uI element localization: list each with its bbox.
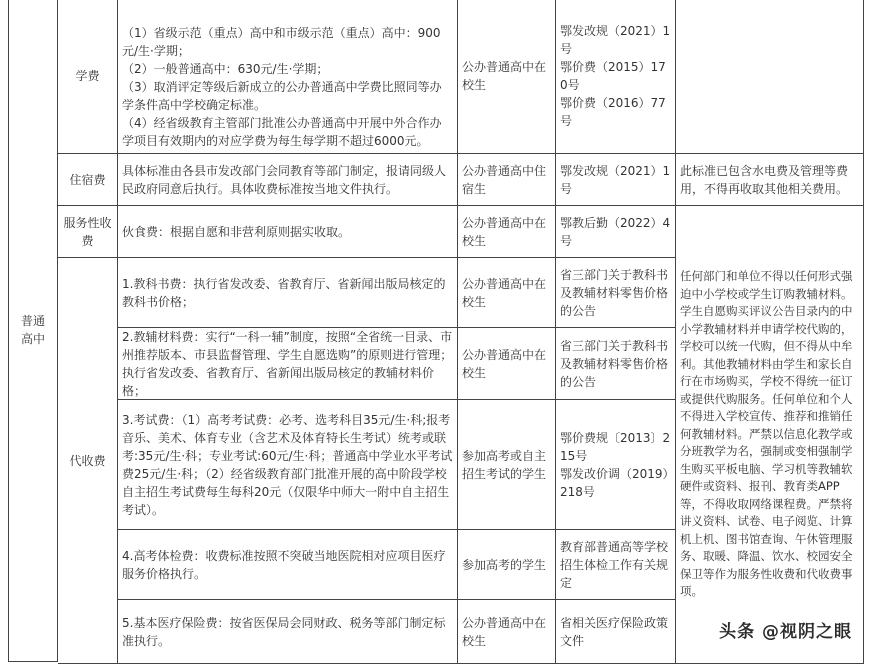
agency-note-cell (676, 206, 864, 664)
agency-item-2-standard-cell (118, 328, 458, 400)
service-basis: 鄂教后勤（2022）4号 (560, 215, 671, 248)
lodging-standard: 具体标准由各县市发改部门会同教育等部门制定，报请同级人民政府同意后执行。具体收费标准按当地文件执行。 (122, 163, 447, 196)
agency-category-cell (58, 258, 118, 664)
agency-item-4-standard: 4.高考体检费：收费标准按照不突破当地医院相对应项目医疗服务价格执行。 (122, 548, 446, 581)
lodging-basis: 鄂发改规（2021）1号 (560, 163, 671, 196)
agency-item-5-target-cell (458, 600, 556, 664)
service-basis-cell (556, 206, 676, 258)
level-label: 普通 高中 (20, 313, 45, 346)
lodging-standard-cell (118, 154, 458, 206)
agency-item-1-target-cell (458, 258, 556, 328)
agency-item-1-standard: 1.教科书费：执行省发改委、省教育厅、省新闻出版局核定的教科书价格； (122, 276, 446, 309)
level-cell (8, 0, 58, 662)
lodging-target: 公办普通高中住宿生 (462, 163, 547, 196)
agency-category: 代收费 (69, 453, 106, 468)
agency-item-1-standard-cell (118, 258, 458, 328)
agency-item-4-target-cell (458, 530, 556, 600)
watermark-text: 头条 @视阴之眼 (719, 622, 852, 642)
agency-item-1-basis: 省三部门关于教科书及教辅材料零售价格的公告 (560, 267, 669, 318)
agency-item-5-standard-cell (118, 600, 458, 664)
agency-item-2-target-cell (458, 328, 556, 400)
tuition-target-cell (458, 0, 556, 154)
agency-item-3-basis-cell (556, 400, 676, 530)
agency-item-5-basis-cell (556, 600, 676, 664)
tuition-category: 学费 (75, 68, 100, 83)
agency-item-4-basis-cell (556, 530, 676, 600)
agency-item-3-target-cell (458, 400, 556, 530)
agency-item-5-basis: 省相关医疗保险政策文件 (560, 615, 669, 648)
agency-item-4-basis: 教育部普通高等学校招生体检工作有关规定 (560, 539, 669, 590)
agency-item-2-target: 公办普通高中在校生 (462, 347, 547, 380)
agency-item-1-basis-cell (556, 258, 676, 328)
agency-item-3-target: 参加高考或自主招生考试的学生 (462, 448, 547, 481)
agency-item-2-standard: 2.教辅材料费：实行“一科一辅”制度，按照“全省统一目录、市州推荐版本、市县监督管理、学生自愿选购”的原则进行管理；执行省发改委、省教育厅、省新闻出版局核定的教辅材料价格； (122, 329, 453, 398)
service-standard: 伙食费：根据自愿和非营利原则据实收取。 (122, 224, 351, 239)
agency-item-2-basis: 省三部门关于教科书及教辅材料零售价格的公告 (560, 338, 669, 389)
agency-item-5-target: 公办普通高中在校生 (462, 615, 547, 648)
agency-item-3-basis: 鄂价费规〔2013〕215号 鄂发改价调（2019）218号 (560, 430, 671, 499)
tuition-target: 公办普通高中在校生 (462, 59, 547, 92)
lodging-category-cell (58, 154, 118, 206)
agency-item-3-standard: 3.考试费：（1）高考考试费：必考、选考科目35元/生·科;报考音乐、美术、体育专业（含艺术及体育特长生考试）统考或联考:35元/生·科；专业考试:60元/生·科；普通高中学业水平考试费25元/生·科；（2）经省级教育部门批准开展的高中阶段学校自主招生考试费每生每科20元（仅限华中师大一附中自主招生考试）。 (122, 412, 453, 517)
service-target-cell (458, 206, 556, 258)
lodging-note: 此标准已包含水电费及管理等费用，不得再收取其他相关费用。 (680, 163, 849, 196)
service-category-cell (58, 206, 118, 258)
tuition-category-cell (58, 0, 118, 154)
lodging-basis-cell (556, 154, 676, 206)
lodging-target-cell (458, 154, 556, 206)
agency-item-3-standard-cell (118, 400, 458, 530)
agency-item-1-target: 公办普通高中在校生 (462, 276, 547, 309)
agency-item-4-standard-cell (118, 530, 458, 600)
service-standard-cell (118, 206, 458, 258)
agency-note: 任何部门和单位不得以任何形式强迫中小学校或学生订购教辅材料。学生自愿购买评议公告目录内的中小学教辅材料并申请学校代购的，学校可以统一代购，但不得从中牟利。其他教辅材料由学生和家长自行在市场购买，学校不得统一征订或提供代购服务。任何单位和个人不得进入学校宣传、推荐和推销任何教辅材料。严禁以信息化教学或分班教学为名，强制或变相强制学生购买平板电脑、学习机等教辅软硬件或资料、报刊、教育类APP等，不得收取网络课程费。严禁将讲义资料、试卷、电子阅览、计算机上机、图书馆查询、午休管理服务、取暖、降温、饮水、校园安全保卫等作为服务性收费和代收费事项。 (680, 269, 853, 599)
tuition-standard-cell (118, 0, 458, 154)
tuition-basis-cell (556, 0, 676, 154)
tuition-note-cell (676, 0, 864, 154)
lodging-category: 住宿费 (69, 172, 106, 187)
lodging-note-cell (676, 154, 864, 206)
tuition-basis: 鄂发改规（2021）1号 鄂价费（2015）170号 鄂价费（2016）77号 (560, 23, 671, 128)
agency-item-2-basis-cell (556, 328, 676, 400)
watermark-logo (713, 615, 858, 644)
agency-item-5-standard: 5.基本医疗保险费：按省医保局会同财政、税务等部门制定标准执行。 (122, 615, 446, 648)
agency-item-4-target: 参加高考的学生 (462, 557, 547, 572)
service-category: 服务性收费 (63, 215, 112, 248)
service-target: 公办普通高中在校生 (462, 215, 547, 248)
tuition-standard: （1）省级示范（重点）高中和市级示范（重点）高中：900元/生·学期； （2）一般普通高中：630元/生·学期； （3）取消评定等级后新成立的公办普通高中学费比照同等办学条件高中学校确定标准。 （4）经省级教育主管部门批准公办普通高中开展中外合作办学项目有效期内的对应学费为每生每学期不超过6000元。 (122, 26, 442, 148)
